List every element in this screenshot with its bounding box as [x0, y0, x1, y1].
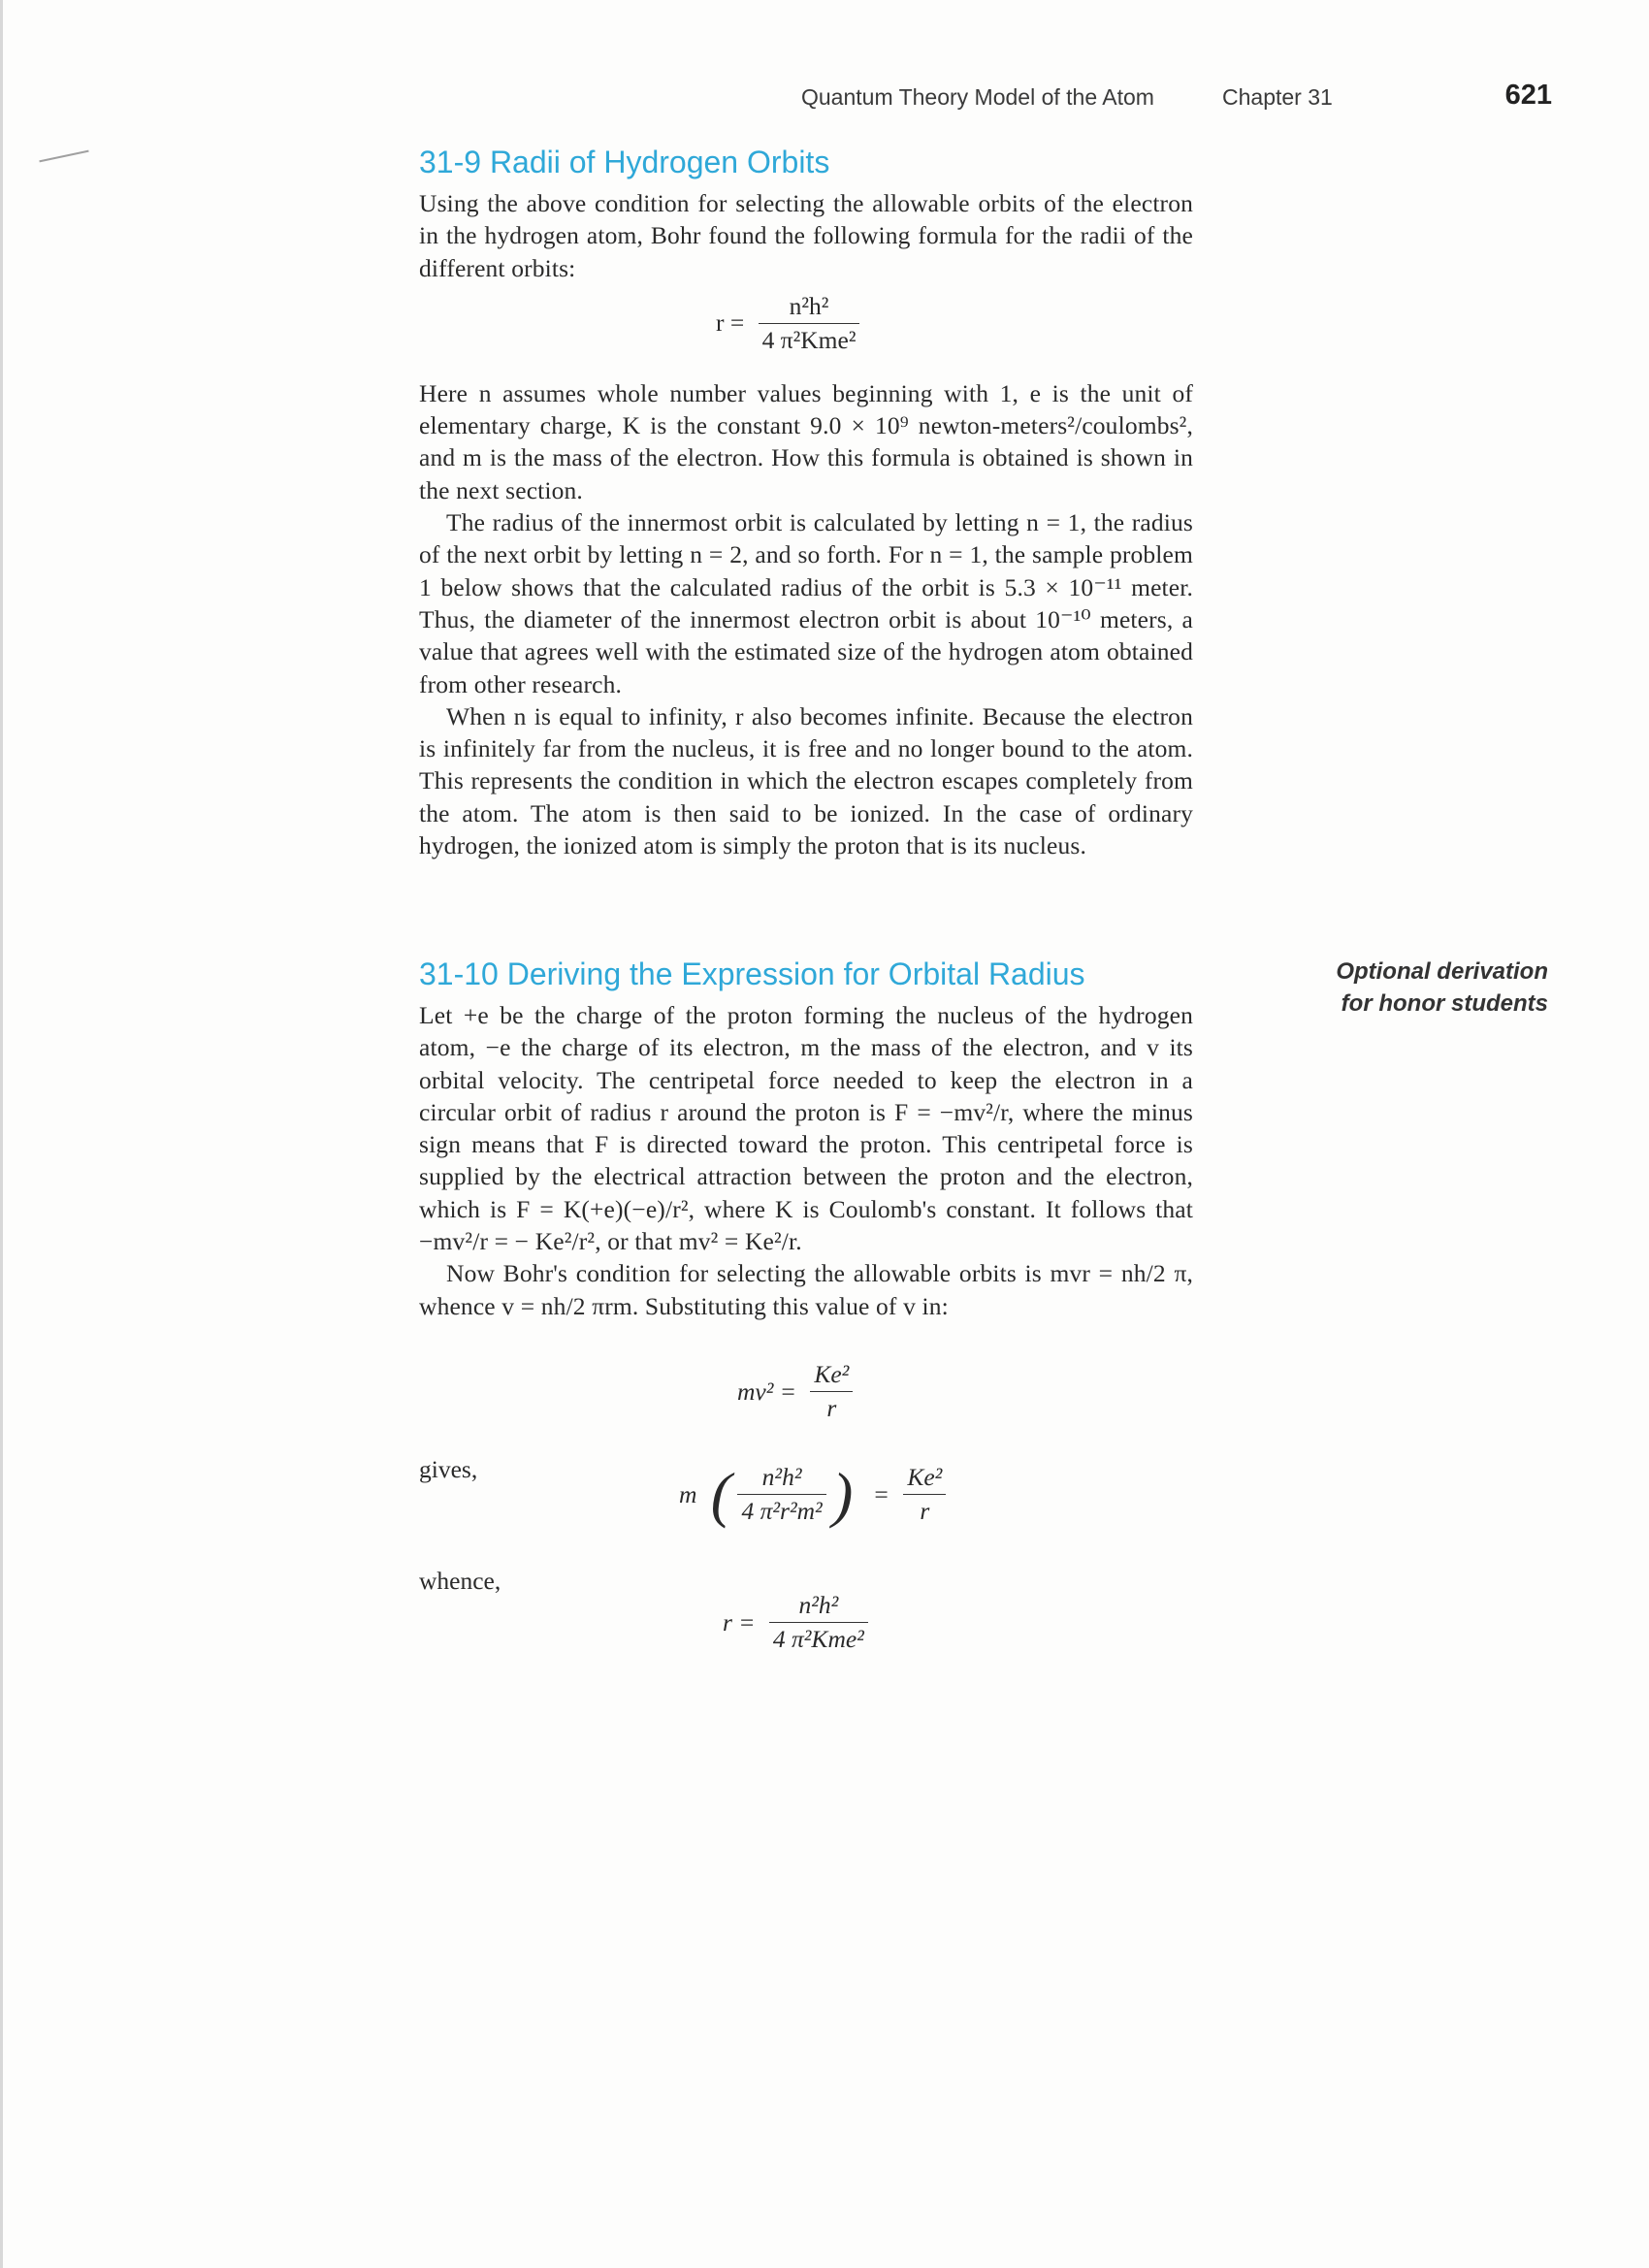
scan-mark — [39, 150, 88, 163]
equation-centripetal — [737, 1360, 853, 1423]
eq3-fraction — [769, 1591, 868, 1654]
running-header — [801, 80, 1552, 118]
section-heading-31-9: 31-9 Radii of Hydrogen Orbits — [419, 145, 830, 179]
formula-fraction — [759, 292, 860, 355]
margin-note-line-1: Optional derivation — [1336, 958, 1548, 985]
section-31-10 — [419, 955, 1193, 1322]
label-whence: whence, — [419, 1567, 501, 1595]
right-parenthesis: ) — [832, 1459, 854, 1529]
section-31-10-paragraph-1: Let +e be the charge of the proton forming the nucleus of the hydrogen atom, −e the charge of its electron, m the mass of the electron, and v its orbital velocity. The centripetal force needed to keep the electron in a circular orbit of radius r around the proton is F = −mv²/r, where the minus sign means that F is directed toward the proton. This centripetal force is supplied by the electrical attraction between the proton and the electron, which is F = K(+e)(−e)/r², where K is Coulomb's constant. It follows that −mv²/r = − Ke²/r², or that mv² = Ke²/r. — [419, 1001, 1193, 1256]
eq1-denominator: r — [826, 1394, 837, 1422]
orbit-radius-formula — [419, 284, 1193, 377]
section-31-9-intro: Using the above condition for selecting the allowable orbits of the electron in the hydrogen atom, Bohr found the following formula for the radii of the different orbits: — [419, 189, 1193, 282]
eq2-m: m — [679, 1479, 697, 1508]
eq2-inner-numerator: n²h² — [737, 1463, 825, 1495]
section-31-9-paragraph-3: The radius of the innermost orbit is calculated by letting n = 1, the radius of the next orbit by letting n = 2, and so forth. For n = 1, the sample problem 1 below shows that the calculated radius of the orbit is 5.3 × 10⁻¹¹ meter. Thus, the diameter of the innermost electron orbit is about 10⁻¹⁰ meters, a value that agrees well with the estimated size of the hydrogen atom obtained from other research. — [419, 508, 1193, 698]
margin-note-line-2: for honor students — [1341, 990, 1548, 1017]
scan-edge — [0, 0, 3, 2268]
running-title: Quantum Theory Model of the Atom — [801, 84, 1154, 110]
left-parenthesis: ( — [710, 1459, 732, 1529]
equation-substituted — [679, 1459, 946, 1529]
eq1-lhs: mv² = — [737, 1377, 796, 1406]
formula-numerator: n²h² — [759, 292, 860, 324]
equation-orbital-radius — [723, 1591, 868, 1654]
eq3-denominator: 4 π²Kme² — [772, 1625, 864, 1653]
eq2-rhs-fraction — [903, 1463, 946, 1526]
eq2-inner-fraction — [737, 1463, 825, 1526]
page-number: 621 — [1504, 80, 1552, 111]
eq2-rhs-denominator: r — [920, 1497, 930, 1525]
section-31-9 — [419, 143, 1193, 861]
margin-note — [1261, 956, 1548, 1020]
label-gives: gives, — [419, 1455, 478, 1483]
chapter-label: Chapter 31 — [1222, 84, 1333, 110]
eq2-rhs-numerator: Ke² — [903, 1463, 946, 1495]
formula-lhs: r = — [716, 308, 745, 338]
section-31-9-paragraph-2: Here n assumes whole number values beginning with 1, e is the unit of elementary charge, K is the constant 9.0 × 10⁹ newton-meters²/coulombs², and m is the mass of the electron. How this formula is obtained is shown in the next section. — [419, 378, 1193, 504]
section-31-10-paragraph-2: Now Bohr's condition for selecting the allowable orbits is mvr = nh/2 π, whence v = nh/2 πrm. Substituting this value of v in: — [419, 1259, 1193, 1320]
eq2-inner-denominator: 4 π²r²m² — [741, 1497, 823, 1525]
eq3-lhs: r = — [723, 1607, 756, 1636]
formula-denominator: 4 π²Kme² — [761, 325, 857, 354]
section-31-9-paragraph-4: When n is equal to infinity, r also becomes infinite. Because the electron is infinitely far from the nucleus, it is free and no longer bound to the atom. This represents the condition in which the electron escapes completely from the atom. The atom is then said to be ionized. In the case of ordinary hydrogen, the ionized atom is simply the proton that is its nucleus. — [419, 701, 1193, 860]
eq1-fraction — [810, 1360, 853, 1423]
section-heading-31-10: 31-10 Deriving the Expression for Orbital Radius — [419, 956, 1085, 991]
eq2-equals: = — [872, 1479, 889, 1508]
eq1-numerator: Ke² — [810, 1360, 853, 1392]
eq3-numerator: n²h² — [769, 1591, 868, 1623]
